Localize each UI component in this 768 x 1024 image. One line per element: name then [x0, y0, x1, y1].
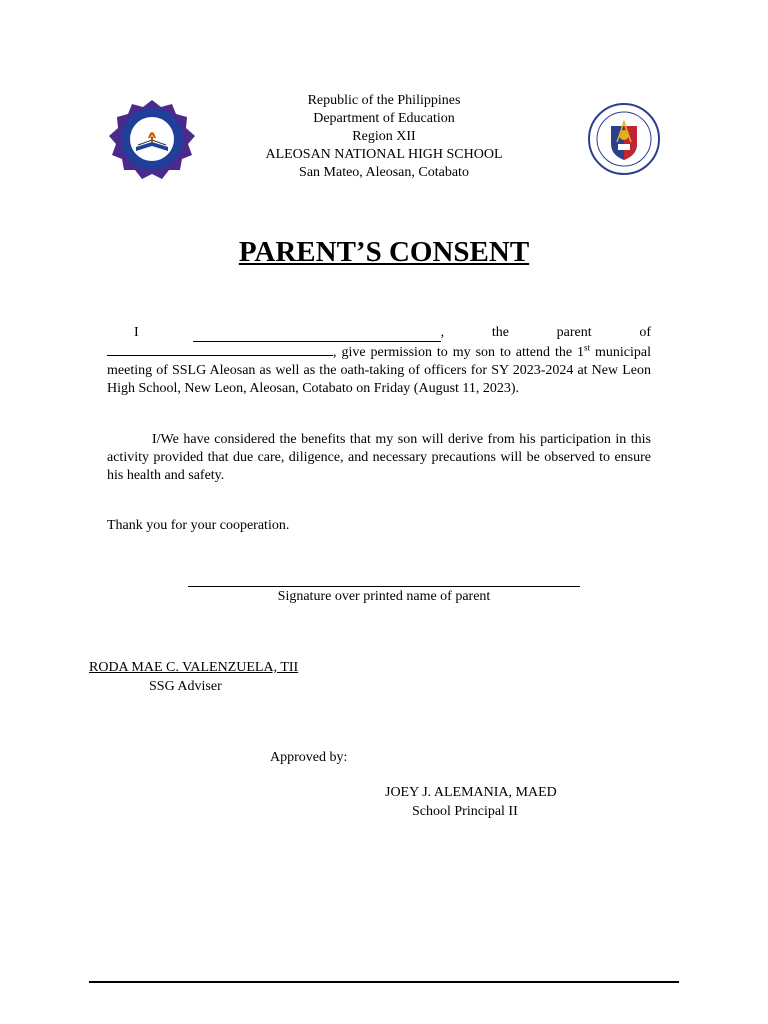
adviser-role: SSG Adviser — [149, 679, 222, 694]
consent-paragraph — [107, 324, 651, 398]
signature-line[interactable] — [188, 586, 580, 587]
student-name-blank[interactable] — [107, 342, 333, 356]
benefits-paragraph: I/We have considered the benefits that my son will derive from his participation in this activity provided that due care, diligence, and necessary precautions will be observed to ensure his health and safety. — [107, 432, 651, 483]
footer-divider — [89, 981, 679, 983]
signature-caption: Signature over printed name of parent — [277, 589, 491, 604]
adviser-name: RODA MAE C. VALENZUELA, TII — [89, 660, 299, 675]
approved-by-label: Approved by: — [270, 750, 348, 765]
thanks-paragraph: Thank you for your cooperation. — [107, 518, 290, 533]
ordinal-suffix: st — [584, 342, 591, 353]
header-department: Department of Education — [313, 111, 455, 126]
header-republic: Republic of the Philippines — [307, 93, 461, 108]
principal-name: JOEY J. ALEMANIA, MAED — [385, 785, 557, 800]
permission-text: , give permission to my son to attend the 1 — [333, 345, 585, 360]
parent-of-text: , the parent of — [440, 325, 651, 340]
header-address: San Mateo, Aleosan, Cotabato — [299, 165, 469, 180]
meeting-details-text: municipal meeting of SSLG Aleosan as well as the oath-taking of officers for SY 2023-2024 at New Leon High School, New Leon, Aleosan, Cotabato on Friday (August 11, 2023). — [107, 345, 651, 396]
principal-role: School Principal II — [412, 804, 518, 819]
document-title: PARENT’S CONSENT — [238, 236, 530, 268]
header-region: Region XII — [352, 129, 416, 144]
pronoun-text: I — [134, 325, 139, 340]
parent-name-blank[interactable] — [193, 328, 441, 342]
letterhead — [184, 92, 584, 182]
deped-logo — [588, 102, 660, 176]
header-school-name: ALEOSAN NATIONAL HIGH SCHOOL — [265, 147, 503, 162]
